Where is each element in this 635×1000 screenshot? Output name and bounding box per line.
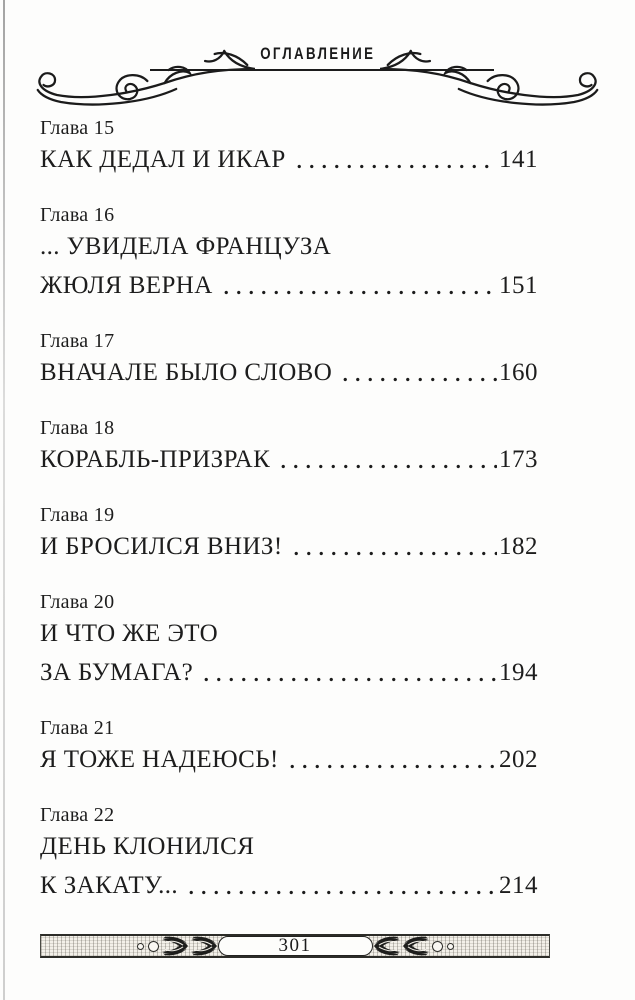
leader-dots (183, 866, 497, 905)
chapter-title-line (40, 866, 538, 905)
ring-dot-icon (148, 941, 159, 952)
leader-dots (291, 140, 497, 179)
chapter-title-line (40, 527, 538, 566)
page-title (0, 44, 635, 64)
toc-entry (40, 116, 538, 179)
footer-page-number: 301 (278, 935, 312, 956)
toc-list (40, 116, 538, 905)
footer-band (40, 934, 550, 958)
leader-dots (284, 740, 497, 779)
toc-entry (40, 416, 538, 479)
chapter-page-number: 141 (499, 146, 538, 173)
toc-entry (40, 329, 538, 392)
chapter-title-line (40, 353, 538, 392)
ring-dot-icon (447, 943, 454, 950)
chapter-title-text: ЗА БУМАГА? (40, 659, 194, 686)
chapter-label: Глава 19 (40, 504, 115, 526)
ring-dot-icon (432, 941, 443, 952)
acanthus-ornament-right-icon (373, 936, 430, 956)
chapter-label: Глава 18 (40, 417, 115, 439)
chapter-title-line (40, 614, 538, 653)
toc-entry (40, 203, 538, 305)
chapter-title-text: К ЗАКАТУ... (40, 872, 179, 899)
chapter-page-number: 182 (499, 533, 538, 560)
leader-dots (337, 353, 497, 392)
toc-entry (40, 803, 538, 905)
chapter-label: Глава 17 (40, 330, 115, 352)
acanthus-ornament-left-icon (161, 936, 218, 956)
chapter-title-line (40, 740, 538, 779)
chapter-title-text: ЖЮЛЯ ВЕРНА (40, 272, 213, 299)
chapter-label: Глава 15 (40, 117, 115, 139)
page-number-pill (218, 936, 373, 956)
chapter-title-line (40, 827, 538, 866)
chapter-title-text: Я ТОЖЕ НАДЕЮСЬ! (40, 746, 279, 773)
chapter-title-line (40, 227, 538, 266)
toc-entry (40, 716, 538, 779)
leader-dots (275, 440, 497, 479)
chapter-page-number: 151 (499, 272, 538, 299)
chapter-page-number: 194 (499, 659, 538, 686)
leader-dots (218, 266, 497, 305)
chapter-title-text: КАК ДЕДАЛ И ИКАР (40, 146, 286, 173)
chapter-title-text: КОРАБЛЬ-ПРИЗРАК (40, 446, 271, 473)
chapter-title-text: И БРОСИЛСЯ ВНИЗ! (40, 533, 283, 560)
chapter-label: Глава 21 (40, 717, 115, 739)
chapter-page-number: 160 (499, 359, 538, 386)
chapter-title-line (40, 653, 538, 692)
chapter-title-text: ВНАЧАЛЕ БЫЛО СЛОВО (40, 359, 333, 386)
leader-dots (198, 653, 497, 692)
ring-dot-icon (137, 943, 144, 950)
chapter-title-line (40, 440, 538, 479)
toc-entry (40, 503, 538, 566)
toc-entry (40, 590, 538, 692)
chapter-label: Глава 22 (40, 804, 115, 826)
page-title-text: ОГЛАВЛЕНИЕ (259, 44, 376, 63)
chapter-title-line (40, 140, 538, 179)
chapter-label: Глава 16 (40, 204, 115, 226)
chapter-title-line (40, 266, 538, 305)
chapter-title-text: И ЧТО ЖЕ ЭТО (40, 620, 219, 647)
leader-dots (288, 527, 497, 566)
chapter-page-number: 173 (499, 446, 538, 473)
chapter-label: Глава 20 (40, 591, 115, 613)
chapter-title-text: ДЕНЬ КЛОНИЛСЯ (40, 833, 255, 860)
header (0, 0, 635, 116)
chapter-title-text: ... УВИДЕЛА ФРАНЦУЗА (40, 233, 332, 260)
scan-edge-artifact (3, 0, 5, 1000)
chapter-page-number: 202 (499, 746, 538, 773)
chapter-page-number: 214 (499, 872, 538, 899)
header-rule (150, 69, 494, 71)
